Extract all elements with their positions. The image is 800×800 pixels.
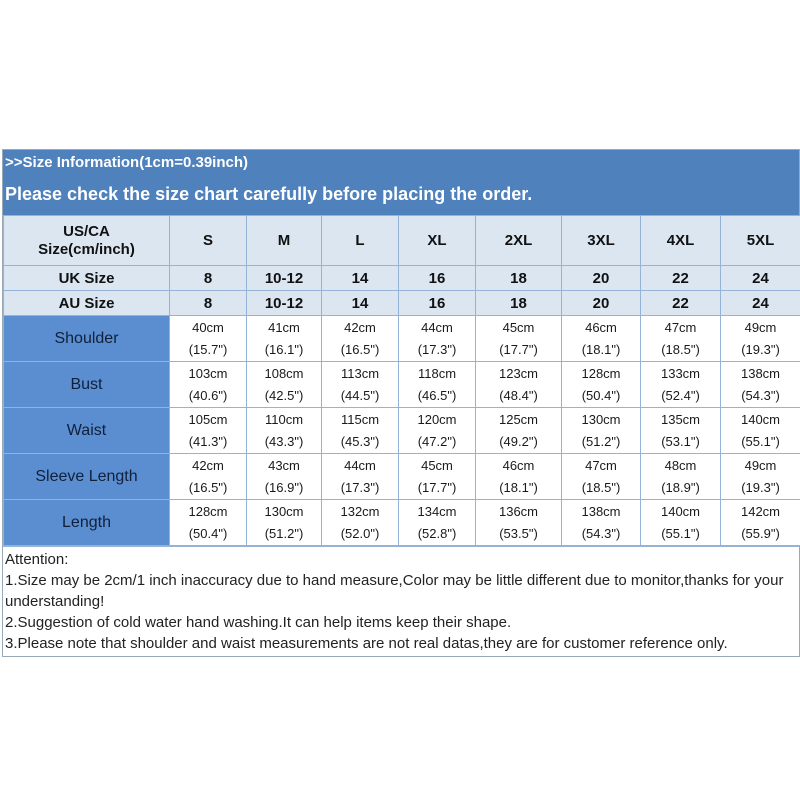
measurement-cell xyxy=(562,500,641,546)
measurement-cell xyxy=(721,500,800,546)
cm-value: 40cm xyxy=(192,319,224,335)
au-size-cell: 16 xyxy=(399,291,476,316)
measurement-cell xyxy=(476,316,562,362)
inch-value: (16.5") xyxy=(340,341,380,357)
measurement-cell xyxy=(476,454,562,500)
inch-value: (51.2") xyxy=(264,525,304,541)
inch-value: (42.5") xyxy=(264,387,304,403)
inch-value: (18.5") xyxy=(581,479,621,495)
inch-value: (52.4") xyxy=(661,387,700,403)
measurement-cell xyxy=(322,316,399,362)
inch-value: (45.3") xyxy=(340,433,380,449)
cm-value: 134cm xyxy=(417,503,457,519)
measurement-cell xyxy=(247,454,322,500)
measurement-cell xyxy=(399,454,476,500)
au-size-cell: 24 xyxy=(721,291,800,316)
inch-value: (47.2") xyxy=(417,433,457,449)
size-check-notice: Please check the size chart carefully before placing the order. xyxy=(5,184,533,204)
au-size-label: AU Size xyxy=(4,291,170,316)
us-size-cell: S xyxy=(170,216,247,266)
au-size-cell: 22 xyxy=(641,291,721,316)
au-size-cell: 14 xyxy=(322,291,399,316)
cm-value: 46cm xyxy=(585,319,617,335)
cm-value: 138cm xyxy=(740,365,781,381)
measurement-cell xyxy=(641,408,721,454)
cm-value: 133cm xyxy=(660,365,701,381)
inch-value: (18.9") xyxy=(661,479,700,495)
cm-value: 108cm xyxy=(264,365,304,381)
cm-value: 140cm xyxy=(660,503,701,519)
cm-value: 44cm xyxy=(344,457,376,473)
us-size-row xyxy=(4,216,800,266)
size-info-banner xyxy=(3,150,799,215)
measurement-cell xyxy=(247,362,322,408)
cm-value: 135cm xyxy=(660,411,701,427)
cm-value: 138cm xyxy=(581,503,621,519)
measurement-cell xyxy=(641,316,721,362)
measurement-label: Shoulder xyxy=(4,316,170,362)
inch-value: (52.0") xyxy=(340,525,380,541)
uk-size-cell: 10-12 xyxy=(247,266,322,291)
us-size-cell: XL xyxy=(399,216,476,266)
cm-value: 49cm xyxy=(744,457,777,473)
cm-value: 42cm xyxy=(344,319,376,335)
size-chart xyxy=(2,149,800,657)
uk-size-cell: 14 xyxy=(322,266,399,291)
cm-value: 132cm xyxy=(340,503,380,519)
us-size-cell: M xyxy=(247,216,322,266)
cm-value: 123cm xyxy=(498,365,539,381)
inch-value: (19.3") xyxy=(741,479,780,495)
measurement-cell xyxy=(322,362,399,408)
measurement-row xyxy=(4,500,800,546)
us-size-cell: 4XL xyxy=(641,216,721,266)
inch-value: (19.3") xyxy=(741,341,780,357)
measurement-cell xyxy=(562,454,641,500)
measurement-cell xyxy=(562,408,641,454)
inch-value: (49.2") xyxy=(499,433,538,449)
measurement-cell xyxy=(476,362,562,408)
measurement-cell xyxy=(641,500,721,546)
inch-value: (43.3") xyxy=(264,433,304,449)
cm-value: 128cm xyxy=(581,365,621,381)
inch-value: (16.1") xyxy=(264,341,304,357)
measurement-cell xyxy=(721,316,800,362)
measurement-row xyxy=(4,316,800,362)
inch-value: (18.1") xyxy=(581,341,621,357)
measurement-row xyxy=(4,408,800,454)
inch-value: (52.8") xyxy=(417,525,457,541)
measurement-cell xyxy=(562,316,641,362)
measurement-cell xyxy=(170,454,247,500)
inch-value: (41.3") xyxy=(188,433,228,449)
cm-value: 118cm xyxy=(417,365,457,381)
inch-value: (48.4") xyxy=(499,387,538,403)
measurement-cell xyxy=(641,362,721,408)
size-table xyxy=(3,215,800,546)
inch-value: (51.2") xyxy=(581,433,621,449)
inch-value: (53.5") xyxy=(499,525,538,541)
cm-value: 136cm xyxy=(498,503,539,519)
us-size-label-line1: US/CA xyxy=(63,222,110,240)
attention-title: Attention: xyxy=(5,551,69,568)
note-line: 2.Suggestion of cold water hand washing.It can help items keep their shape. xyxy=(5,614,512,631)
inch-value: (54.3") xyxy=(581,525,621,541)
uk-size-cell: 24 xyxy=(721,266,800,291)
measurement-cell xyxy=(721,408,800,454)
inch-value: (53.1") xyxy=(661,433,700,449)
measurement-cell xyxy=(247,500,322,546)
size-info-heading: >>Size Information(1cm=0.39inch) xyxy=(5,154,248,171)
cm-value: 47cm xyxy=(585,457,617,473)
cm-value: 130cm xyxy=(264,503,304,519)
au-size-cell: 10-12 xyxy=(247,291,322,316)
measurement-cell xyxy=(170,408,247,454)
attention-notes xyxy=(3,546,799,656)
inch-value: (15.7") xyxy=(188,341,228,357)
measurement-cell xyxy=(399,316,476,362)
inch-value: (17.7") xyxy=(417,479,457,495)
uk-size-label: UK Size xyxy=(4,266,170,291)
cm-value: 43cm xyxy=(268,457,300,473)
us-size-label-line2: Size(cm/inch) xyxy=(38,240,135,258)
measurement-cell xyxy=(721,362,800,408)
measurement-cell xyxy=(476,408,562,454)
inch-value: (18.5") xyxy=(661,341,700,357)
cm-value: 41cm xyxy=(268,319,300,335)
us-size-cell: 2XL xyxy=(476,216,562,266)
cm-value: 45cm xyxy=(502,319,535,335)
uk-size-row xyxy=(4,266,800,291)
cm-value: 42cm xyxy=(192,457,224,473)
inch-value: (17.7") xyxy=(499,341,538,357)
measurement-cell xyxy=(322,408,399,454)
cm-value: 142cm xyxy=(740,503,781,519)
cm-value: 103cm xyxy=(188,365,228,381)
measurement-row xyxy=(4,362,800,408)
measurement-cell xyxy=(399,500,476,546)
cm-value: 110cm xyxy=(264,411,304,427)
cm-value: 44cm xyxy=(421,319,453,335)
measurement-cell xyxy=(170,362,247,408)
inch-value: (16.5") xyxy=(188,479,228,495)
inch-value: (40.6") xyxy=(188,387,228,403)
cm-value: 140cm xyxy=(740,411,781,427)
inch-value: (44.5") xyxy=(340,387,380,403)
inch-value: (46.5") xyxy=(417,387,457,403)
measurement-cell xyxy=(399,362,476,408)
cm-value: 48cm xyxy=(664,457,697,473)
cm-value: 125cm xyxy=(498,411,539,427)
measurement-cell xyxy=(170,500,247,546)
measurement-label: Waist xyxy=(4,408,170,454)
uk-size-cell: 18 xyxy=(476,266,562,291)
cm-value: 47cm xyxy=(664,319,697,335)
cm-value: 128cm xyxy=(188,503,228,519)
au-size-cell: 20 xyxy=(562,291,641,316)
cm-value: 120cm xyxy=(417,411,457,427)
uk-size-cell: 22 xyxy=(641,266,721,291)
us-size-cell: L xyxy=(322,216,399,266)
cm-value: 45cm xyxy=(421,457,453,473)
us-size-cell: 5XL xyxy=(721,216,800,266)
inch-value: (54.3") xyxy=(741,387,780,403)
measurement-cell xyxy=(247,316,322,362)
measurement-label: Bust xyxy=(4,362,170,408)
inch-value: (55.1") xyxy=(661,525,700,541)
measurement-cell xyxy=(641,454,721,500)
measurement-cell xyxy=(322,500,399,546)
uk-size-cell: 8 xyxy=(170,266,247,291)
note-line: 3.Please note that shoulder and waist measurements are not real datas,they are for customer reference only. xyxy=(5,635,728,652)
cm-value: 130cm xyxy=(581,411,621,427)
inch-value: (55.1") xyxy=(741,433,780,449)
cm-value: 113cm xyxy=(340,365,380,381)
inch-value: (55.9") xyxy=(741,525,780,541)
note-line: 1.Size may be 2cm/1 inch inaccuracy due to hand measure,Color may be little different due to monitor,thanks for your understanding! xyxy=(5,572,784,610)
au-size-cell: 18 xyxy=(476,291,562,316)
cm-value: 49cm xyxy=(744,319,777,335)
measurement-cell xyxy=(247,408,322,454)
uk-size-cell: 20 xyxy=(562,266,641,291)
cm-value: 46cm xyxy=(502,457,535,473)
inch-value: (16.9") xyxy=(264,479,304,495)
uk-size-cell: 16 xyxy=(399,266,476,291)
inch-value: (50.4") xyxy=(581,387,621,403)
au-size-row xyxy=(4,291,800,316)
measurement-row xyxy=(4,454,800,500)
us-size-label xyxy=(4,216,170,266)
measurement-label: Sleeve Length xyxy=(4,454,170,500)
measurement-cell xyxy=(721,454,800,500)
inch-value: (50.4") xyxy=(188,525,228,541)
measurement-cell xyxy=(170,316,247,362)
measurement-cell xyxy=(476,500,562,546)
cm-value: 105cm xyxy=(188,411,228,427)
cm-value: 115cm xyxy=(340,411,380,427)
inch-value: (18.1") xyxy=(499,479,538,495)
inch-value: (17.3") xyxy=(340,479,380,495)
inch-value: (17.3") xyxy=(417,341,457,357)
measurement-cell xyxy=(562,362,641,408)
us-size-cell: 3XL xyxy=(562,216,641,266)
au-size-cell: 8 xyxy=(170,291,247,316)
measurement-label: Length xyxy=(4,500,170,546)
measurement-cell xyxy=(322,454,399,500)
measurement-cell xyxy=(399,408,476,454)
